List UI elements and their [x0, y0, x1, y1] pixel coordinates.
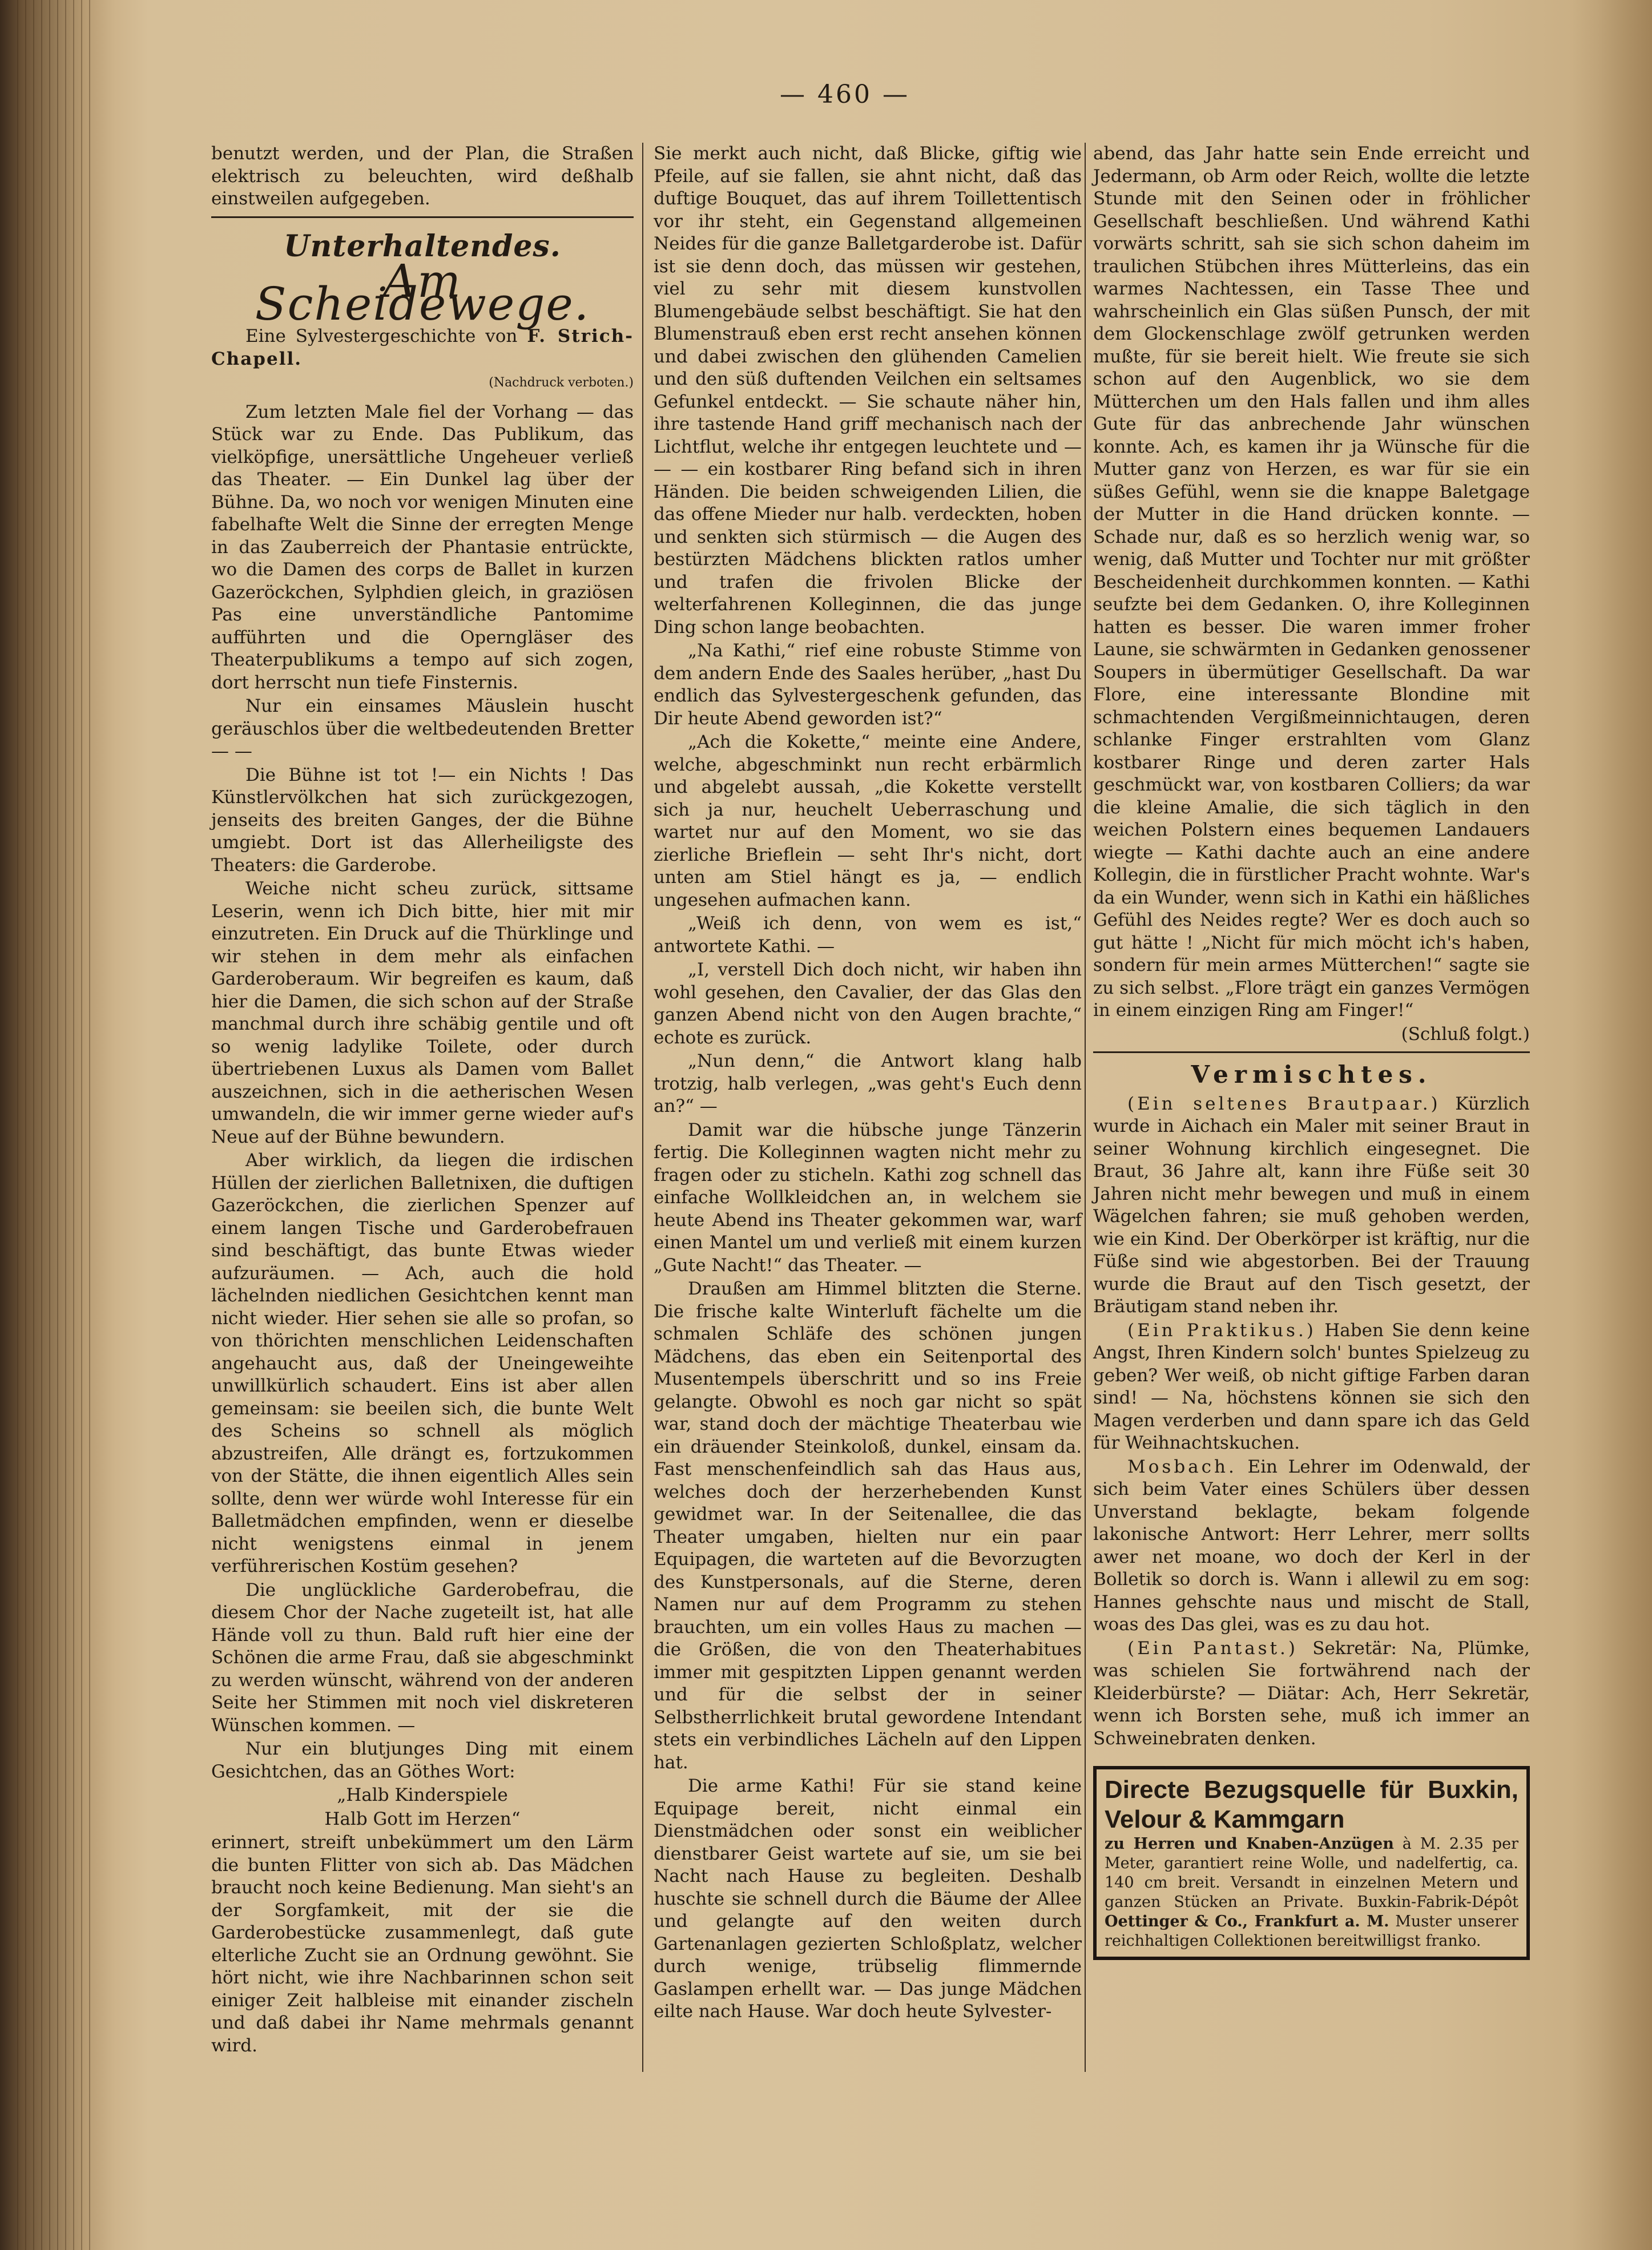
column-divider: [642, 143, 643, 2072]
story-paragraph: abend, das Jahr hatte sein Ende erreicht und Jedermann, ob Arm oder Reich, wollte die letzte Stunde mit den Seinen oder in fröhlicher Gesellschaft beschließen. Und während Kathi vorwärts schritt, sah sie sich schon daheim im traulichen Stübchen ihres Mütterleins, das ein warmes Nachtessen, ein Tasse Thee und wahrscheinlich ein Glas süßen Punsch, der mit dem Glockenschlage zwölf getrunken werden mußte, für sie bereit hielt. Wie freute sie sich schon auf den Augenblick, wo sie dem Mütterchen um den Hals fallen und ihm alles Gute für das anbrechende Jahr wünschen konnte. Ach, es kamen ihr ja Wünsche für die Mutter ganz von Herzen, es war für sie ein süßes Gefühl, wenn sie die knappe Baletgage der Mutter in die Hand drücken konnte. — Schade nur, daß es so herzlich wenig war, so wenig, daß Mutter und Tochter nur mit größter Bescheidenheit durchkommen konnten. — Kathi seufzte bei dem Gedanken. O, ihre Kolleginnen hatten es besser. Die waren immer froher Laune, sie schwärmten in Gedanken genossener Soupers in übermütiger Gesellschaft. Da war Flore, eine interessante Blondine mit schmachtenden Vergißmeinnichtaugen, deren schlanke Finger erstrahlten vom Glanz kostbarer Ringe und deren zarter Hals geschmückt war, von kostbaren Colliers; da war die kleine Amalie, die sich täglich in den weichen Polstern eines bequemen Landauers wiegte — Kathi dachte auch an eine andere Kollegin, die in fürstlicher Pracht wohnte. War's da ein Wunder, wenn sich in Kathi ein häßliches Gefühl des Neides regte? Wer es doch auch so gut hätte ! „Nicht für mich möcht ich's haben, sondern für mein armes Mütterchen!“ sagte sie zu sich selbst. „Flore trägt ein ganzes Vermögen in einem einzigen Ring am Finger!“: [1093, 143, 1530, 1021]
section-heading: Unterhaltendes.: [284, 228, 561, 264]
byline: [211, 325, 634, 370]
byline-prefix: Eine Sylvestergeschichte von: [245, 326, 518, 346]
story-paragraph: Draußen am Himmel blitzten die Sterne. Die frische kalte Winterluft fächelte um die schmalen Schläfe des schönen jungen Mädchens, das eben ein Seitenportal des Musentempels überschritt und so ins Freie gelangte. Obwohl es noch gar nicht so spät war, stand doch der mächtige Theaterbau wie ein dräuender Steinkoloß, dunkel, einsam da. Fast menschenfeindlich sah das Haus aus, welches doch der herzerhebenden Kunst gewidmet war. In der Seitenallee, die das Theater umgaben, hielten nur ein paar Equipagen, die warteten auf die Bevorzugten des Kunstpersonals, auf die Sterne, deren Namen nur auf dem Programm zu stehen brauchten, um ein volles Haus zu machen — die Größen, die von den Theaterhabitues immer mit gespitzten Lippen genannt werden und für die selbst der in seiner Selbstherrlichkeit brutal gewordene Intendant stets ein verbindliches Lächeln auf den Lippen hat.: [654, 1279, 1082, 1773]
misc-item-text: Ein Lehrer im Odenwald, der sich beim Vater eines Schülers über dessen Unverstand beklagte, bekam folgende lakonische Antwort: Herr Lehrer, merr sollts awer net moane, wo doch der Kerl in der Bolletik so dorch is. Wann i allewil zu em sog: Hannes gehschte naus und mischt de Stall, woas des Das glei, was es zu dau hot.: [1093, 1456, 1530, 1635]
column-2: [654, 143, 1082, 2025]
column-1: [211, 143, 634, 2058]
ad-headline: Directe Bezugsquelle für Buxkin, Velour & Kammgarn: [1105, 1776, 1518, 1833]
story-paragraph: „Na Kathi,“ rief eine robuste Stimme von dem andern Ende des Saales herüber, „hast Du endlich das Sylvestergeschenk gefunden, das Dir heute Abend geworden ist?“: [654, 640, 1082, 729]
quote-line: Halb Gott im Herzen“: [324, 1808, 521, 1829]
story-paragraph: Die Bühne ist tot !— ein Nichts ! Das Künstlervölkchen hat sich zurückgezogen, jenseits des breiten Ganges, der die Bühne umgiebt. Dort ist das Allerheiligste des Theaters: die Garderobe.: [211, 764, 634, 876]
story-paragraph: Die arme Kathi! Für sie stand keine Equipage bereit, nicht einmal ein Dienstmädchen oder sonst ein weiblicher dienstbarer Geist wartete auf sie, um sie bei Nacht nach Hause zu begleiten. Deshalb huschte sie schnell durch die Bäume der Allee und gelangte auf den weiten durch Gartenanlagen gezierten Schloßplatz, welcher durch wenige, trübselig flimmernde Gaslampen erhellt war. — Das junge Mädchen eilte nach Hause. War doch heute Sylvester-: [654, 1776, 1082, 2022]
intro-paragraph: benutzt werden, und der Plan, die Straßen elektrisch zu beleuchten, wird deßhalb einstweilen aufgegeben.: [211, 143, 634, 209]
byline-author: F. Strich-Chapell.: [211, 326, 634, 369]
page-edge-stack: [17, 0, 97, 2250]
misc-item: [1093, 1456, 1530, 1636]
page-number: — 460 —: [780, 80, 910, 109]
story-paragraph: Aber wirklich, da liegen die irdischen Hüllen der zierlichen Balletnixen, die duftigen Gazeröckchen, die zierlichen Spenzer auf einem langen Tische und Garderobefrauen sind beschäftigt, das bunte Etwas wieder aufzuräumen. — Ach, auch die hold lächelnden niedlichen Gesichtchen kennt man nicht wieder. Hier sehen sie alle so profan, so von thörichten menschlichen Leidenschaften angehaucht aus, daß der Uneingeweihte unwillkürlich schaudert. Eins ist aber allen gemeinsam: sie beeilen sich, die bunte Welt des Scheins so schnell als möglich abzustreifen, Alle drängt es, fortzukommen von der Stätte, die ihnen eigentlich Alles sein sollte, denn wer würde wohl Interesse für ein Balletmädchen empfinden, wenn er dieselbe nicht wenigstens einmal in jenem verführerischen Kostüm gesehen?: [211, 1150, 634, 1576]
ad-headline-tail: zu Herren und Knaben-Anzügen: [1105, 1835, 1394, 1853]
page-stain: [1572, 0, 1652, 2250]
misc-item: [1093, 1320, 1530, 1455]
misc-item: [1093, 1093, 1530, 1318]
misc-item-text: Sekretär: Na, Plümke, was schielen Sie fortwährend nach der Kleiderbürste? — Diätar: Ach, Herr Sekretär, wenn ich Borsten sehe, muß ich immer an Schweinebraten denken.: [1093, 1638, 1530, 1749]
story-paragraph: Nur ein blutjunges Ding mit einem Gesichtchen, das an Göthes Wort:: [211, 1739, 634, 1782]
story-paragraph: Die unglückliche Garderobefrau, die diesem Chor der Nache zugeteilt ist, hat alle Hände voll zu thun. Bald ruft hier eine der Schönen die arme Frau, daß sie abgeschminkt zu werden wünscht, während von der anderen Seite her Stimmen mit noch viel diskreteren Wünschen kommen. —: [211, 1579, 634, 1736]
column-divider: [1085, 143, 1086, 2072]
ad-body-text: à M. 2.35 per Meter, garantiert reine Wolle, und nadelfertig, ca. 140 cm breit. Versandt in einzelnen Metern und ganzen Stücken an Private. Buxkin-Fabrik-Dépôt: [1105, 1835, 1518, 1911]
misc-item: [1093, 1638, 1530, 1751]
misc-item-text: Kürzlich wurde in Aichach ein Maler mit seiner Braut in seiner Wohnung kirchlich eingesegnet. Die Braut, 36 Jahre alt, kann ihre Füße seit 30 Jahren nicht mehr bewegen und muß in einem Wägelchen fahren; sie muß gehoben werden, wie ein Kind. Der Oberkörper ist kräftig, nur die Füße sind wie abgestorben. Bei der Trauung wurde die Braut auf den Tisch gesetzt, der Bräutigam stand neben ihr.: [1093, 1093, 1530, 1317]
misc-item-tag: (Ein Praktikus.): [1127, 1320, 1316, 1341]
misc-heading: Vermischtes.: [1191, 1061, 1432, 1088]
story-paragraph: Nur ein einsames Mäuslein huscht geräuschlos über die weltbedeutenden Bretter — —: [211, 696, 634, 761]
story-paragraph: „Ach die Kokette,“ meinte eine Andere, welche, abgeschminkt nun recht erbärmlich und abgelebt aussah, „die Kokette verstellt sich ja nur, heuchelt Ueberraschung und wartet nur auf den Moment, wo sie das zierliche Brieflein — seht Ihr's nicht, dort unten am Stiel hängt es ja, — endlich ungesehen aufmachen kann.: [654, 732, 1082, 910]
section-rule: [211, 216, 634, 218]
to-be-continued: (Schluß folgt.): [1401, 1023, 1530, 1045]
quote-line: „Halb Kinderspiele: [337, 1785, 508, 1805]
ad-company: Oettinger & Co., Frankfurt a. M.: [1105, 1913, 1389, 1930]
misc-item-tag: Mosbach.: [1127, 1456, 1237, 1477]
story-paragraph: Sie merkt auch nicht, daß Blicke, giftig wie Pfeile, auf sie fallen, sie ahnt nicht, daß das duftige Bouquet, das auf ihrem Toillettentisch vor ihr steht, ein Gegenstand allgemeinen Neides für die ganze Balletgarderobe ist. Dafür ist sie denn doch, das müssen wir gestehen, viel zu sehr mit diesem kunstvollen Blumengebäude selbst beschäftigt. Sie hat den Blumenstrauß eben erst recht ansehen können und dabei zwischen den glühenden Camelien und den süß duftenden Veilchen ein seltsames Gefunkel entdeckt. — Sie schaute näher hin, ihre tastende Hand griff mechanisch nach der Lichtflut, welche ihr entgegen leuchtete und — — — ein kostbarer Ring befand sich in ihren Händen. Die beiden schweigenden Lilien, die das offene Mieder nur halb. verdeckten, hoben und senkten sich stürmisch — die Augen des bestürzten Mädchens blickten ratlos umher und trafen die frivolen Blicke der welterfahrenen Kolleginnen, die das junge Ding schon lange beobachten.: [654, 143, 1082, 638]
story-title: Am Scheidewege.: [255, 255, 590, 330]
story-paragraph: „I, verstell Dich doch nicht, wir haben ihn wohl gesehen, den Cavalier, der das Glas den ganzen Abend nicht von den Augen brachte,“ echote es zurück.: [654, 959, 1082, 1048]
story-paragraph: Damit war die hübsche junge Tänzerin fertig. Die Kolleginnen wagten nicht mehr zu fragen oder zu sticheln. Kathi zog schnell das einfache Wollkleidchen an, in welchem sie heute Abend ins Theater gekommen war, warf einen Mantel um und verließ mit einem kurzen „Gute Nacht!“ das Theater. —: [654, 1119, 1082, 1276]
story-paragraph: Zum letzten Male fiel der Vorhang — das Stück war zu Ende. Das Publikum, das vielköpfige, unersättliche Ungeheuer verließ das Theater. — Ein Dunkel lag über der Bühne. Da, wo noch vor wenigen Minuten eine fabelhafte Welt die Sinne der erregten Menge in das Zauberreich der Phantasie entrückte, wo die Damen des corps de Ballet in kurzen Gazeröckchen, Sylphdien gleich, in graziösen Pas eine unverständliche Pantomime aufführten und die Operngläser des Theaterpublikums a tempo auf sich zogen, dort herrscht nun tiefe Finsternis.: [211, 401, 634, 693]
story-paragraph: „Weiß ich denn, von wem es ist,“ antwortete Kathi. —: [654, 913, 1082, 957]
misc-item-tag: (Ein Pantast.): [1127, 1638, 1298, 1659]
story-paragraph: erinnert, streift unbekümmert um den Lärm die bunten Flitter von sich ab. Das Mädchen braucht noch keine Bedienung. Man sieht's an der Sorgfamkeit, mit der sie die Garderobestücke zusammenlegt, daß gute elterliche Zucht sie an Ordnung gewöhnt. Sie hört nicht, wie ihre Nachbarinnen schon seit einiger Zeit halbleise mit einander zischeln und daß dabei ihr Name mehrmals genannt wird.: [211, 1832, 634, 2056]
story-paragraph: Weiche nicht scheu zurück, sittsame Leserin, wenn ich Dich bitte, hier mit mir einzutreten. Ein Druck auf die Thürklinge und wir stehen in dem mehr als einfachen Garderoberaum. Wir begreifen es kaum, daß hier die Damen, die sich schon auf der Straße manchmal durch ihre schäbig gentile und oft so wenig ladylike Toilete, oder durch übertriebenen Luxus als Damen vom Ballet auszeichnen, sich in die aetherischen Wesen umwandeln, die wir immer gerne wieder auf's Neue auf der Bühne bewundern.: [211, 878, 634, 1147]
ad-body: [1105, 1834, 1518, 1951]
advertisement-box: [1093, 1766, 1530, 1960]
story-paragraph: „Nun denn,“ die Antwort klang halb trotzig, halb verlegen, „was geht's Euch denn an?“ —: [654, 1051, 1082, 1116]
section-rule: [1093, 1051, 1530, 1053]
ad-closing: Muster unserer reichhaltigen Collektionen bereitwilligst franko.: [1105, 1913, 1518, 1950]
column-3: [1093, 143, 1530, 1960]
misc-item-text: Haben Sie denn keine Angst, Ihren Kindern solch' buntes Spielzeug zu geben? Wer weiß, ob nicht giftige Farben daran sind! — Na, höchstens können sie sich den Magen verderben und dann spare ich das Geld für Weihnachtskuchen.: [1093, 1320, 1530, 1453]
reprint-note: (Nachdruck verboten.): [489, 376, 634, 390]
misc-item-tag: (Ein seltenes Brautpaar.): [1127, 1093, 1441, 1114]
